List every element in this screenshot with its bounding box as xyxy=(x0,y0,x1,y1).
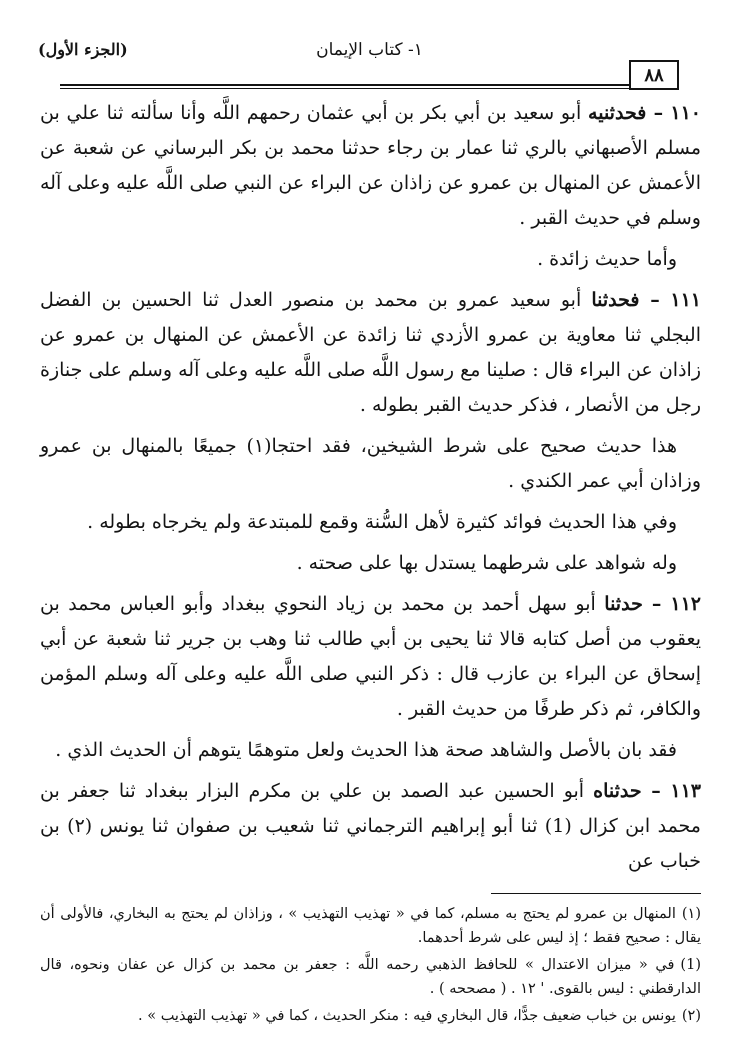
hadith-number: ١١١ – فحدثنا xyxy=(591,289,702,311)
footnote-text: في « ميزان الاعتدال » للحافظ الذهبي رحمه اللَّه : جعفر بن محمد بن كزال عن عفان ونحوه، قال الدارقطني : ليس بالقوى. ' ١٢ . ( مصححه ) . xyxy=(40,957,701,997)
paragraph-text: هذا حديث صحيح على شرط الشيخين، فقد احتجا(١) جميعًا بالمنهال بن عمرو وزاذان أبي عمر الكندي . xyxy=(40,435,701,492)
header-rule-thick xyxy=(60,84,679,86)
hadith-110 xyxy=(40,96,701,236)
footnote-mark: (1) xyxy=(680,957,701,973)
hadith-113 xyxy=(40,774,701,879)
paragraph-text: وأما حديث زائدة . xyxy=(537,248,677,270)
hadith-number: ١١٠ – فحدثنيه xyxy=(588,102,701,124)
hadith-text: أبو سعيد بن أبي بكر بن أبي عثمان رحمهم اللَّه وأنا سألته ثنا علي بن مسلم الأصبهاني بالري ثنا عمار بن رجاء حدثنا محمد بن بكر البرساني عن شعبة عن الأعمش عن المنهال بن عمرو عن زاذان عن البراء عن النبي صلى اللَّه عليه وعلى آله وسلم في حديث القبر . xyxy=(40,102,701,229)
footnote-mark: (٢) xyxy=(681,1008,701,1024)
paragraph xyxy=(40,505,701,540)
volume-label: (الجزء الأول) xyxy=(38,40,128,59)
hadith-number: ١١٣ – حدثناه xyxy=(593,780,701,802)
hadith-text: أبو سهل أحمد بن محمد بن زياد النحوي ببغداد وأبو العباس محمد بن يعقوب من أصل كتابه قالا ثنا يحيى بن أبي طالب ثنا وهب بن جرير ثنا شعبة عن أبي إسحاق عن البراء بن عازب قال : ذكر النبي صلى اللَّه عليه وعلى آله وسلم المؤمن والكافر، ثم ذكر طرفًا من حديث القبر . xyxy=(40,593,701,720)
running-title: ١- كتاب الإيمان xyxy=(316,40,423,60)
footnotes xyxy=(40,902,701,1031)
footnote-text: المنهال بن عمرو لم يحتج به مسلم، كما في « تهذيب التهذيب » ، وزاذان لم يحتج به البخاري، فالأولى أن يقال : صحيح فقط ؛ إذ ليس على شرط أحدهما. xyxy=(40,906,701,946)
hadith-111 xyxy=(40,283,701,423)
main-text xyxy=(40,96,701,885)
header-rule-thin xyxy=(60,88,679,89)
paragraph xyxy=(40,242,701,277)
page-number: ٨٨ xyxy=(629,60,679,90)
paragraph-text: وفي هذا الحديث فوائد كثيرة لأهل السُّنة وقمع للمبتدعة ولم يخرجاه بطوله . xyxy=(87,511,677,533)
hadith-112 xyxy=(40,587,701,727)
footnote xyxy=(40,902,701,950)
footnote-rule xyxy=(491,893,701,894)
paragraph xyxy=(40,546,701,581)
hadith-text: أبو الحسين عبد الصمد بن علي بن مكرم البزار ببغداد ثنا جعفر بن محمد ابن كزال (1) ثنا أبو إبراهيم الترجماني ثنا شعيب بن صفوان ثنا يونس (٢) بن خباب عن xyxy=(40,780,701,872)
page-header xyxy=(30,36,709,86)
hadith-text: أبو سعيد عمرو بن محمد بن منصور العدل ثنا الحسين بن الفضل البجلي ثنا معاوية بن عمرو الأزدي ثنا زائدة عن الأعمش عن المنهال بن عمرو عن زاذان عن البراء قال : صلينا مع رسول اللَّه صلى اللَّه عليه وعلى آله وسلم على جنازة رجل من الأنصار ، فذكر حديث القبر بطوله . xyxy=(40,289,701,416)
paragraph-text: وله شواهد على شرطهما يستدل بها على صحته . xyxy=(296,552,677,574)
paragraph xyxy=(40,429,701,499)
hadith-number: ١١٢ – حدثنا xyxy=(604,593,701,615)
paragraph-text: فقد بان بالأصل والشاهد صحة هذا الحديث ولعل متوهمًا يتوهم أن الحديث الذي . xyxy=(55,739,677,761)
footnote-text: يونس بن خباب ضعيف جدًّا، قال البخاري فيه : منكر الحديث ، كما في « تهذيب التهذيب » . xyxy=(138,1008,676,1024)
paragraph xyxy=(40,733,701,768)
footnote xyxy=(40,1004,701,1028)
footnote-mark: (١) xyxy=(681,906,701,922)
footnote xyxy=(40,953,701,1001)
